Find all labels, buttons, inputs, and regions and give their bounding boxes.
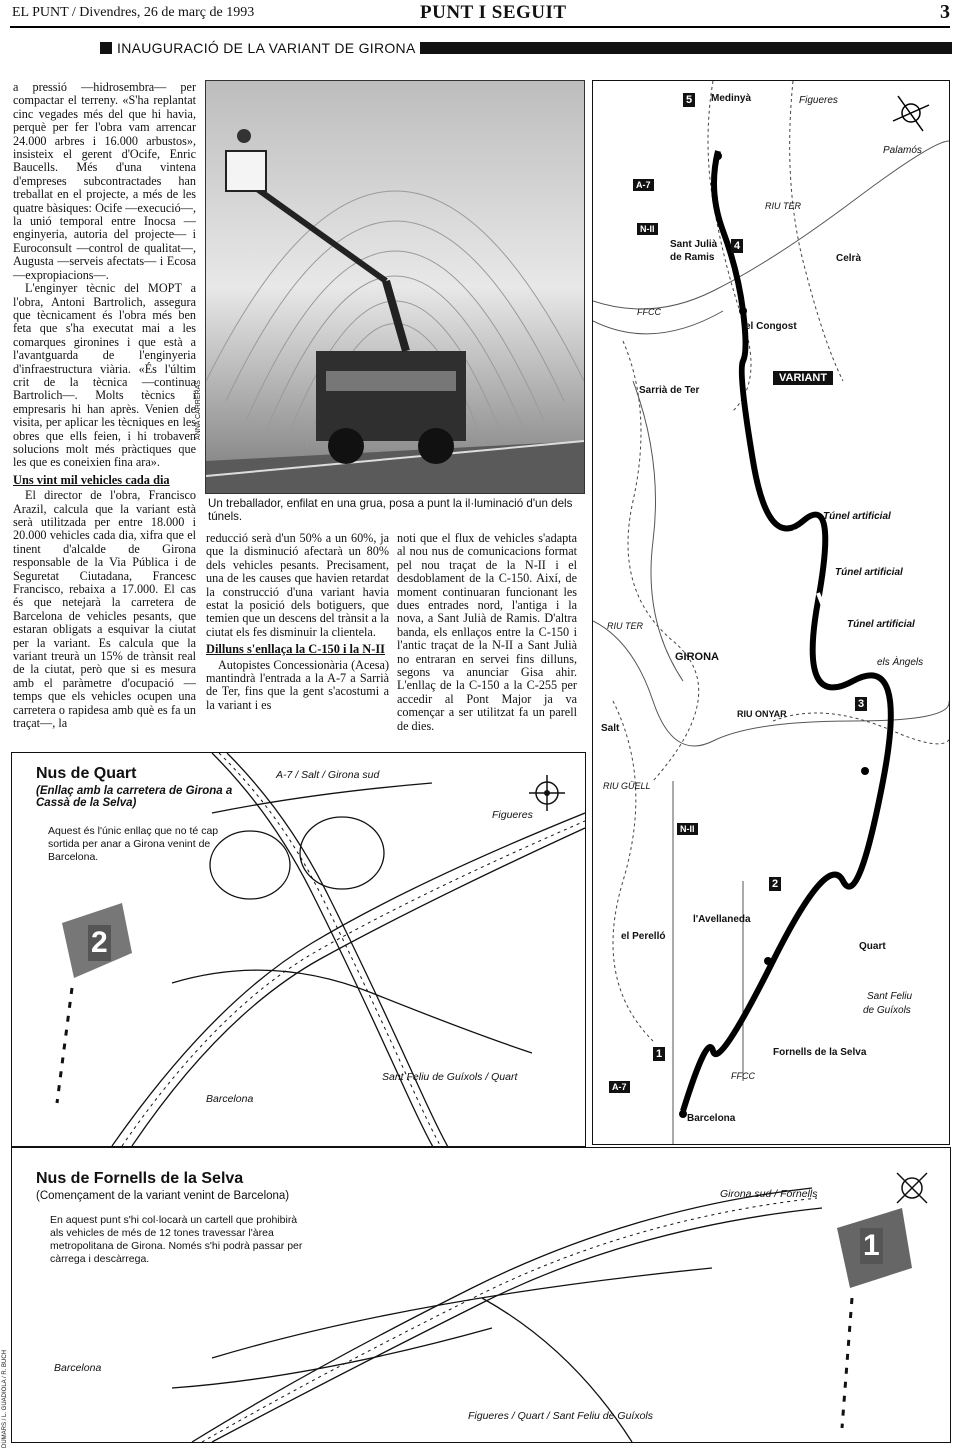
map-label-celra: Celrà — [836, 253, 862, 264]
fornells-panel-title: Nus de Fornells de la Selva — [36, 1170, 244, 1187]
map-label-tunel-2: Túnel artificial — [835, 567, 903, 578]
map-label-de-guixols: de Guíxols — [863, 1005, 911, 1016]
map-label-sarria: Sarrià de Ter — [639, 385, 700, 396]
fornells-label-girona-sud: Girona sud / Fornells — [720, 1188, 818, 1200]
map-badge-variant: VARIANT — [773, 371, 833, 385]
map-label-sant-julia: Sant Julià — [670, 239, 718, 250]
route-marker-5: 5 — [683, 93, 695, 107]
map-label-riu-ter-2: RIU TER — [607, 621, 643, 631]
map-label-girona: GIRONA — [675, 651, 719, 663]
map-label-fornells: Fornells de la Selva — [773, 1047, 867, 1058]
map-label-ffcc-top: FFCC — [637, 307, 661, 317]
fornells-panel-note: En aquest punt s'hi col·locarà un cartell que prohibirà als vehicles de més de 12 tones travessar l'àrea metropolitana de Girona. Només s'hi podrà passar per càrrega i descàrrega. — [50, 1214, 303, 1265]
map-label-quart: Quart — [859, 941, 886, 952]
tunnel-illustration — [206, 81, 584, 493]
article-paragraph: noti que el flux de vehicles s'adapta al nou nus de comunicacions format pel nou traçat de la N-II i el desdoblament de la C-150. Així, de moment continuaran funcionant les dues entrades nord, l'antiga i la nova, a Sant Julià de Ramis. D'altra banda, els enllaços entre la C-150 i l'antic traçat de la N-II a Sant Julià no entraran en servei fins dilluns, segons va anunciar Gisa ahir. L'enllaç de la C-150 a la C-255 per accedir al Pont Major ja va començar a ser utilitzat fa un parell de dies. — [397, 531, 577, 733]
header-publication-date: EL PUNT / Divendres, 26 de març de 1993 — [12, 5, 255, 20]
map-label-els-angels: els Àngels — [877, 657, 924, 668]
article-paragraph: a pressió —hidrosembra— per compactar el terreny. «S'ha replantat cinc vegades més del que hi havia, perquè per fer l'obra vam arrencar 24.000 arbres i 16.000 arbustos», insisteix el gerent d'Ocife, Enric Baucells. Més d'una vintena d'empreses subcontractades han treballat en el projecte, a més de les quatre bàsiques: Ocife —execució—, la unió temporal entre Inocsa —enginyeria, autoria del projecte— i Euroconsult —control de qualitat—, Augusta —serveis afectats— i Ecosa —expropiacions—. — [13, 80, 196, 282]
subheading: Uns vint mil vehicles cada dia — [13, 472, 170, 487]
map-label-el-perello: el Perelló — [621, 931, 666, 942]
article-paragraph: Autopistes Concessionària (Acesa) mantindrà l'entrada a la A-7 a Sarrià de Ter, fins que la gent s'acostumi a la variant i es — [206, 657, 389, 712]
photo-caption: Un treballador, enfilat en una grua, posa a punt la il·luminació d'un dels túnels. — [208, 497, 573, 523]
map-label-palamos: Palamós — [883, 145, 922, 156]
quart-interchange-panel — [11, 752, 586, 1147]
map-label-tunel-3: Túnel artificial — [847, 619, 915, 630]
map-label-medinya: Medinyà — [711, 93, 752, 104]
quart-panel-title: Nus de Quart — [36, 765, 137, 782]
photo-credit: ANNA CARRERAS — [195, 380, 202, 440]
header-section-name: PUNT I SEGUIT — [420, 2, 567, 23]
fornells-marker: 1 — [860, 1228, 883, 1264]
map-label-ffcc-bottom: FFCC — [731, 1071, 755, 1081]
article-column-1 — [13, 81, 196, 731]
article-column-3 — [397, 532, 577, 733]
map-badge-n2-top: N-II — [637, 223, 658, 235]
map-label-riu-guell: RIU GÜELL — [603, 781, 651, 791]
fornells-label-figueres: Figueres / Quart / Sant Feliu de Guíxols — [468, 1410, 654, 1422]
section-square-icon — [100, 42, 112, 54]
map-label-salt: Salt — [601, 723, 620, 734]
header-rule — [10, 26, 950, 28]
fornells-label-barcelona: Barcelona — [54, 1362, 102, 1374]
map-label-sant-feliu: Sant Feliu — [867, 991, 913, 1002]
quart-marker: 2 — [88, 925, 111, 961]
quart-label-sant-feliu: Sant Feliu de Guíxols / Quart — [382, 1071, 518, 1083]
article-paragraph: L'enginyer tècnic del MOPT a l'obra, Antoni Bartrolich, assegura que tècnicament és l'obra més ben feta que s'ha executat mai a les comarques gironines i que està a l'avantguarda de l'enginyeria d'infraestructura viària. «És l'últim crit de la tècnica —continua Bartrolich—. Molts tècnics i empresaris hi han après. Venien de visita, per aplicar les tècniques en les obres que ells feien, i hi trobaven solucions molt més pràctiques que les que es coneixien fina ara». — [13, 281, 196, 470]
map-label-figueres: Figueres — [799, 95, 838, 106]
subheading: Dilluns s'enllaça la C-150 i la N-II — [206, 642, 385, 657]
route-marker-1: 1 — [653, 1047, 665, 1061]
map-badge-n2-mid: N-II — [677, 823, 698, 835]
map-badge-a7-top: A-7 — [633, 179, 654, 191]
section-title: INAUGURACIÓ DE LA VARIANT DE GIRONA — [117, 40, 416, 56]
route-marker-4: 4 — [731, 239, 743, 253]
section-banner — [100, 41, 952, 55]
tunnel-photo — [205, 80, 585, 494]
map-label-riu-onyar: RIU ONYAR — [737, 709, 787, 719]
section-bar-fill — [420, 42, 952, 54]
article-paragraph: reducció serà d'un 50% a un 60%, ja que la disminució afectarà un 80% dels vehicles pesants. Precisament, una de les causes que havien retardat la construcció d'una variant havia estat la posició dels botiguers, que temien que un descens del trànsit a la ciutat els fes disminuir la clientela. — [206, 531, 389, 639]
map-label-el-congost: el Congost — [745, 321, 797, 332]
article-paragraph: El director de l'obra, Francisco Arazil, calcula que la variant està serà utilitzada per entre 18.000 i 20.000 vehicles cada dia, xifra que el tinent d'alcalde de Girona responsable de la Via Pública i de Seguretat Ciutadana, Francesc Francisco, rebaixa a 17.000. El cas és que netejarà la carretera de Barcelona de vehicles pesants, que estaran obligats a esquivar la ciutat per la variant. Es calcula que la variant treurà un 15% de trànsit real de la ciutat, però que si es mesura amb el paràmetre d'ocupació —temps que els vehicles ocupen una carretera o rapidesa amb què es fa un traçat—, la — [13, 488, 196, 731]
map-label-tunel-1: Túnel artificial — [823, 511, 891, 522]
route-marker-2: 2 — [769, 877, 781, 891]
route-map — [592, 80, 950, 1145]
map-badge-a7-bottom: A-7 — [609, 1081, 630, 1093]
quart-panel-note: Aquest és l'únic enllaç que no té cap sortida per anar a Girona venint de Barcelona. — [48, 825, 219, 863]
quart-label-barcelona: Barcelona — [206, 1093, 254, 1105]
map-label-barcelona: Barcelona — [687, 1113, 736, 1124]
page-number: 3 — [940, 1, 950, 23]
quart-panel-subtitle: (Enllaç amb la carretera de Girona a Cassà de la Selva) — [36, 785, 233, 809]
map-label-de-ramis: de Ramis — [670, 252, 715, 263]
article-column-2 — [206, 532, 389, 712]
map-label-avellaneda: l'Avellaneda — [693, 914, 751, 925]
map-label-riu-ter: RIU TER — [765, 201, 801, 211]
quart-label-figueres: Figueres — [492, 809, 533, 821]
route-map-drawing — [593, 81, 949, 1144]
fornells-panel-subtitle: (Començament de la variant venint de Barcelona) — [36, 1190, 290, 1202]
quart-label-a7: A-7 / Salt / Girona sud — [276, 769, 380, 781]
graphic-credit: DUMARS / L. GUADIOLA / R. BUCH — [2, 1349, 8, 1448]
fornells-interchange-panel — [11, 1147, 951, 1443]
route-marker-3: 3 — [855, 697, 867, 711]
